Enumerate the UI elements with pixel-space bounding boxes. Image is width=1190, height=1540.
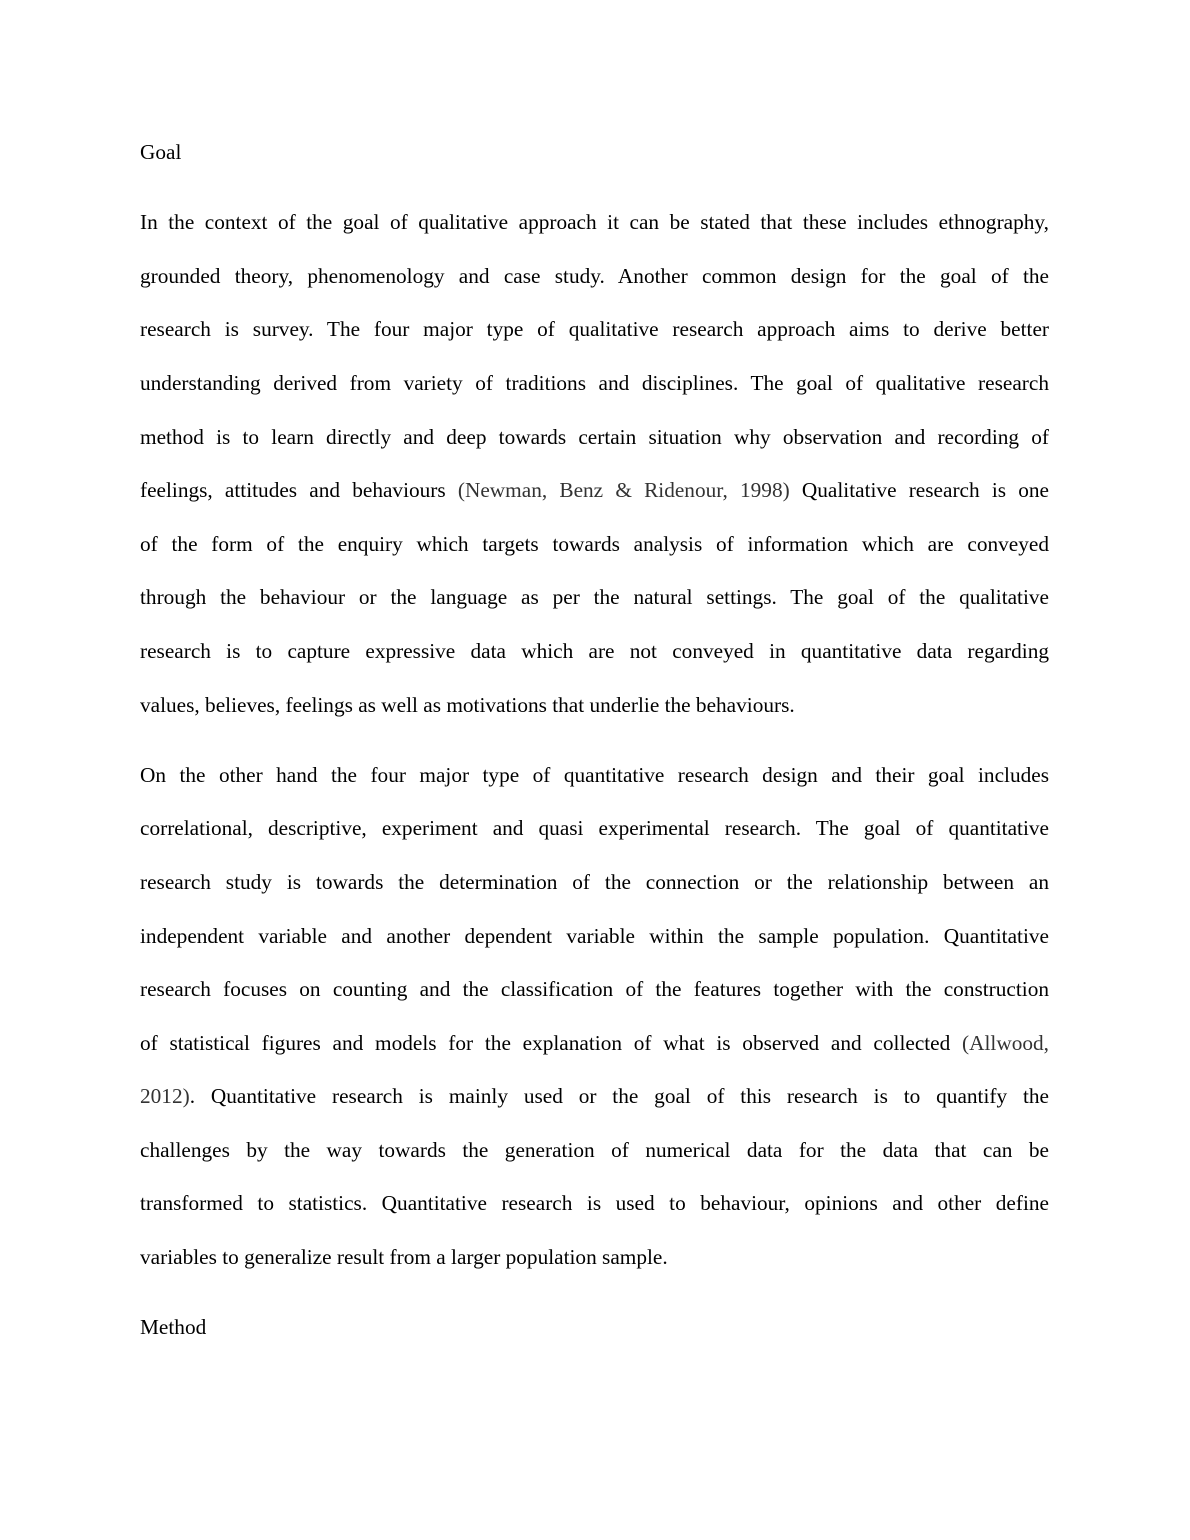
text-segment: feelings, attitudes and behaviours <box>140 478 458 503</box>
body-text <box>140 196 1049 1284</box>
text-line <box>140 518 1049 572</box>
heading-goal: Goal <box>140 140 182 164</box>
text-segment: research is survey. The four major type of qualitative research approach aims to derive better <box>140 317 1049 342</box>
text-line <box>140 856 1049 910</box>
text-line <box>140 303 1049 357</box>
text-segment: transformed to statistics. Quantitative research is used to behaviour, opinions and other define <box>140 1191 1049 1216</box>
text-segment: research is to capture expressive data which are not conveyed in quantitative data regarding <box>140 638 1049 663</box>
text-line <box>140 963 1049 1017</box>
text-segment: research study is towards the determination of the connection or the relationship between an <box>140 869 1049 894</box>
text-line <box>140 196 1049 250</box>
paragraph <box>140 749 1049 1285</box>
text-segment: grounded theory, phenomenology and case study. Another common design for the goal of the <box>140 263 1049 288</box>
text-segment: challenges by the way towards the generation of numerical data for the data that can be <box>140 1137 1049 1162</box>
text-segment: of the form of the enquiry which targets towards analysis of information which are conveyed <box>140 531 1049 556</box>
text-line <box>140 802 1049 856</box>
text-line <box>140 411 1049 465</box>
text-segment: research focuses on counting and the classification of the features together with the construction <box>140 977 1049 1002</box>
text-line <box>140 910 1049 964</box>
text-line <box>140 749 1049 803</box>
text-line <box>140 250 1049 304</box>
text-segment: On the other hand the four major type of quantitative research design and their goal includes <box>140 762 1049 787</box>
text-segment: In the context of the goal of qualitative approach it can be stated that these includes ethnography, <box>140 210 1049 235</box>
text-segment: values, believes, feelings as well as motivations that underlie the behaviours. <box>140 692 795 717</box>
text-line <box>140 1177 1049 1231</box>
text-line <box>140 571 1049 625</box>
text-segment: of statistical figures and models for the explanation of what is observed and collected <box>140 1030 963 1055</box>
heading-method: Method <box>140 1315 207 1340</box>
text-line <box>140 679 1049 733</box>
text-segment: understanding derived from variety of traditions and disciplines. The goal of qualitative research <box>140 370 1049 395</box>
text-line <box>140 625 1049 679</box>
text-segment: . Quantitative research is mainly used or the goal of this research is to quantify the <box>189 1084 1049 1109</box>
text-line <box>140 1070 1049 1124</box>
text-line <box>140 1124 1049 1178</box>
citation: (Newman, Benz & Ridenour, 1998) <box>457 478 790 503</box>
text-segment: independent variable and another dependent variable within the sample population. Quantitative <box>140 923 1049 948</box>
paragraph <box>140 196 1049 732</box>
text-segment: variables to generalize result from a larger population sample. <box>140 1245 668 1270</box>
text-line <box>140 357 1049 411</box>
text-segment: Qualitative research is one <box>789 478 1049 503</box>
text-line <box>140 1231 1049 1285</box>
text-segment: through the behaviour or the language as per the natural settings. The goal of the qualitative <box>140 585 1049 610</box>
text-segment: correlational, descriptive, experiment and quasi experimental research. The goal of quantitative <box>140 816 1049 841</box>
citation: (Allwood, <box>962 1030 1049 1055</box>
text-line <box>140 464 1049 518</box>
citation: 2012) <box>140 1084 190 1109</box>
text-line <box>140 1017 1049 1071</box>
text-segment: method is to learn directly and deep towards certain situation why observation and recording of <box>140 424 1049 449</box>
